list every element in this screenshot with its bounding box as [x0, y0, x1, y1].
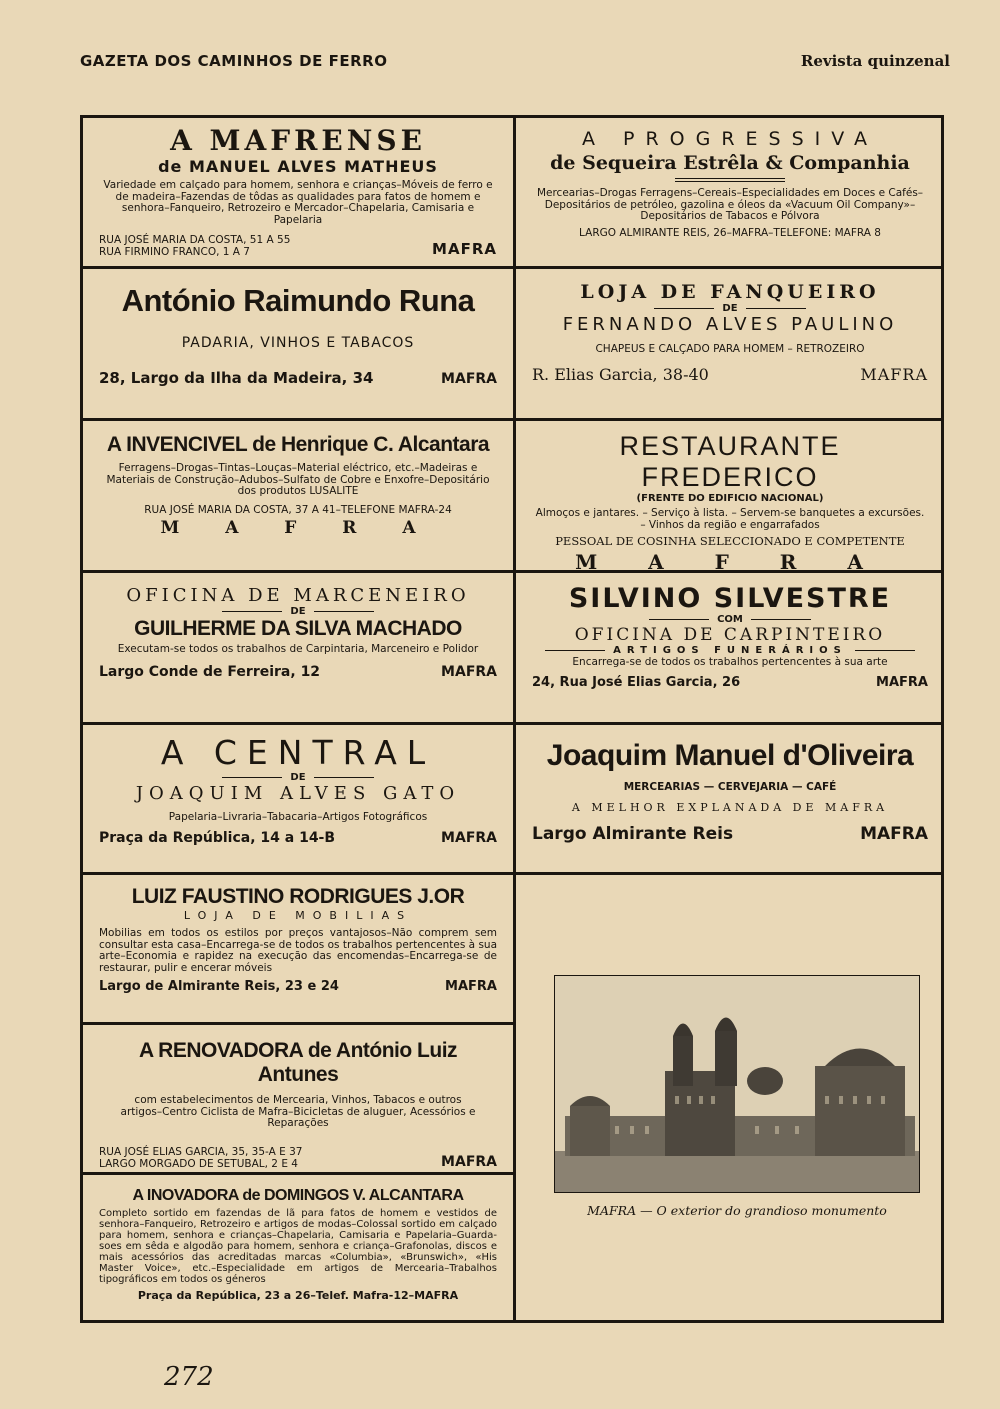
ad-marceneiro	[83, 573, 513, 725]
journal-subtitle: Revista quinzenal	[800, 52, 950, 70]
ad-town: MAFRA	[441, 371, 497, 387]
ad-title: A INOVADORA de DOMINGOS V. ALCANTARA	[132, 1187, 464, 1204]
ad-body: Mobilias em todos os estilos por preços vantajosos–Não comprem sem consultar esta casa–Encarrega-se de todos os trabalhos pertencentes à sua arte–Economia e rapidez na execução das encomendas–Encarrega-se de restaurar, pulir e encerar móveis	[99, 927, 497, 974]
divider	[675, 178, 785, 182]
ad-trade: LOJA DE MOBILIAS	[183, 909, 413, 922]
ad-town: MAFRA	[445, 979, 497, 994]
ad-title: Joaquim Manuel d'Oliveira	[546, 739, 914, 772]
ad-title: OFICINA DE MARCENEIRO	[126, 585, 470, 606]
ad-com: COM	[532, 614, 928, 625]
ad-de: DE	[99, 772, 497, 783]
ad-town: M A F R A	[575, 550, 885, 573]
ad-title: A MAFRENSE	[170, 124, 426, 157]
ad-town: MAFRA	[441, 829, 497, 846]
journal-title: GAZETA DOS CAMINHOS DE FERRO	[80, 52, 388, 70]
ad-invencivel	[83, 421, 513, 573]
ad-town: MAFRA	[432, 240, 497, 258]
ad-town: M A F R A	[160, 517, 436, 538]
ad-title: António Raimundo Runa	[121, 283, 475, 318]
ad-title: A INVENCIVEL de Henrique C. Alcantara	[106, 433, 490, 456]
ad-silvino	[516, 573, 944, 725]
ad-sub: (FRENTE DO EDIFICIO NACIONAL)	[636, 493, 824, 504]
ad-body: com estabelecimentos de Mercearia, Vinhos, Tabacos e outros artigos–Centro Ciclista de Mafra–Bicicletas de aluguer, Acessórios e Reparações	[120, 1094, 476, 1129]
ad-title: RESTAURANTE FREDERICO	[619, 431, 841, 492]
ad-title: LOJA DE FANQUEIRO	[580, 281, 880, 303]
ad-mafrense	[83, 118, 513, 269]
ad-address-1: RUA JOSÉ ELIAS GARCIA, 35, 35-A E 37	[99, 1145, 303, 1158]
ad-address: LARGO ALMIRANTE REIS, 26–MAFRA–TELEFONE: MAFRA 8	[579, 226, 881, 239]
right-column	[513, 118, 944, 1320]
ad-town: MAFRA	[441, 1153, 497, 1170]
advertisement-grid	[80, 115, 944, 1323]
ad-address: R. Elias Garcia, 38-40	[532, 365, 709, 384]
ad-address-1: RUA JOSÉ MARIA DA COSTA, 51 A 55	[99, 234, 291, 246]
ad-body: Almoços e jantares. – Serviço à lista. – Servem-se banquetes a excursões. – Vinhos da região e engarrafados	[535, 507, 925, 531]
photo-caption: MAFRA — O exterior do grandioso monumento	[587, 1203, 887, 1218]
ad-owner: FERNANDO ALVES PAULINO	[562, 314, 898, 335]
ad-sub: OFICINA DE CARPINTEIRO	[574, 625, 886, 645]
ad-address: 28, Largo da Ilha da Madeira, 34	[99, 369, 374, 387]
ad-title: SILVINO SILVESTRE	[568, 583, 892, 614]
mafra-palace-image	[555, 976, 920, 1193]
ad-owner: JOAQUIM ALVES GATO	[135, 783, 461, 804]
ad-town: MAFRA	[441, 663, 497, 680]
ad-body: Executam-se todos os trabalhos de Carpintaria, Marceneiro e Polidor	[117, 643, 479, 655]
ad-owner: de MANUEL ALVES MATHEUS	[158, 157, 438, 176]
page-header	[80, 52, 950, 76]
ad-address: Largo de Almirante Reis, 23 e 24	[99, 979, 339, 994]
ad-address: Praça da República, 14 a 14-B	[99, 829, 336, 846]
ad-body: Papelaria–Livraria–Tabacaria–Artigos Fotográficos	[168, 811, 428, 823]
ad-owner: GUILHERME DA SILVA MACHADO	[134, 617, 462, 640]
ad-oliveira	[516, 725, 944, 875]
ad-body: Ferragens–Drogas–Tintas–Louças–Material eléctrico, etc.–Madeiras e Materiais de Construção–Adubos–Sulfato de Cobre e Enxofre–Depositário dos produtos LUSALITE	[106, 462, 490, 497]
page-number: 272	[164, 1362, 214, 1392]
ad-address-2: LARGO MORGADO DE SETUBAL, 2 E 4	[99, 1157, 298, 1170]
ad-owner: de Sequeira Estrêla & Companhia	[550, 152, 910, 174]
ad-trade: MERCEARIAS — CERVEJARIA — CAFÉ	[623, 781, 837, 793]
ad-body: Completo sortido em fazendas de lã para fatos de homem e vestidos de senhora–Fanqueiro, Retrozeiro e artigos de modas–Colossal sortido em calçado para homem, senhora e crianças–Chapelaria, Camisaria e Papelaria–Guarda-soes em sêda e algodão para homem, senhora e criança–Grafonolas, discos e mais acessórios das acreditadas marcas «Columbia», «Brunswich», «His Master Voice», etc.–Especialidade em artigos de Mercearia–Trabalhos tipográficos em todos os géneros	[99, 1208, 497, 1285]
ad-trade: ARTIGOS FUNERÁRIOS	[532, 645, 928, 656]
monument-photo	[554, 975, 920, 1193]
ad-frederico	[516, 421, 944, 573]
ad-staff: PESSOAL DE COSINHA SELECCIONADO E COMPETENTE	[555, 534, 905, 548]
ad-title: A RENOVADORA de António Luiz Antunes	[138, 1039, 458, 1086]
ad-town: MAFRA	[860, 824, 928, 844]
ad-body: Encarrega-se de todos os trabalhos pertencentes à sua arte	[572, 656, 888, 668]
ad-central	[83, 725, 513, 875]
ad-body: Variedade em calçado para homem, senhora e crianças–Móveis de ferro e de madeira–Fazendas de tôdas as qualidades para fatos de homem e senhora–Fanqueiro, Retrozeiro e Mercador–Chapelaria, Camisaria e Papelaria	[103, 179, 493, 226]
ad-progressiva	[516, 118, 944, 269]
ad-address: Praça da República, 23 a 26–Telef. Mafra-12–MAFRA	[137, 1289, 459, 1302]
ad-de: DE	[532, 303, 928, 314]
left-column	[83, 118, 513, 1320]
ad-address-2: RUA FIRMINO FRANCO, 1 A 7	[99, 246, 250, 258]
monument-photo-block	[554, 975, 920, 1218]
ad-renovadora	[83, 1025, 513, 1175]
ad-address: 24, Rua José Elias Garcia, 26	[532, 674, 741, 690]
ad-title: A CENTRAL	[160, 733, 436, 772]
ad-inovadora	[83, 1175, 513, 1320]
ad-town: MAFRA	[876, 674, 928, 690]
ad-runa	[83, 269, 513, 421]
ad-slogan: A MELHOR EXPLANADA DE MAFRA	[571, 801, 889, 814]
ad-fanqueiro	[516, 269, 944, 421]
ad-body: Mercearias–Drogas Ferragens–Cereais–Especialidades em Doces e Cafés–Depositários de petróleo, gazolina e óleos da «Vacuum Oil Company»–Depositários de Tabacos e Pólvora	[536, 187, 924, 222]
ad-title: A PROGRESSIVA	[581, 128, 879, 150]
ad-town: MAFRA	[860, 365, 928, 384]
ad-address: Largo Conde de Ferreira, 12	[99, 663, 321, 680]
ad-trade: CHAPEUS E CALÇADO PARA HOMEM – RETROZEIRO	[595, 343, 865, 355]
ad-faustino	[83, 875, 513, 1025]
ad-address: RUA JOSÉ MARIA DA COSTA, 37 A 41–TELEFONE MAFRA-24	[144, 503, 452, 516]
ad-de: DE	[99, 606, 497, 617]
ad-address: Largo Almirante Reis	[532, 824, 734, 844]
ad-trade: PADARIA, VINHOS E TABACOS	[181, 335, 415, 351]
ad-title: LUIZ FAUSTINO RODRIGUES J.OR	[131, 885, 465, 908]
